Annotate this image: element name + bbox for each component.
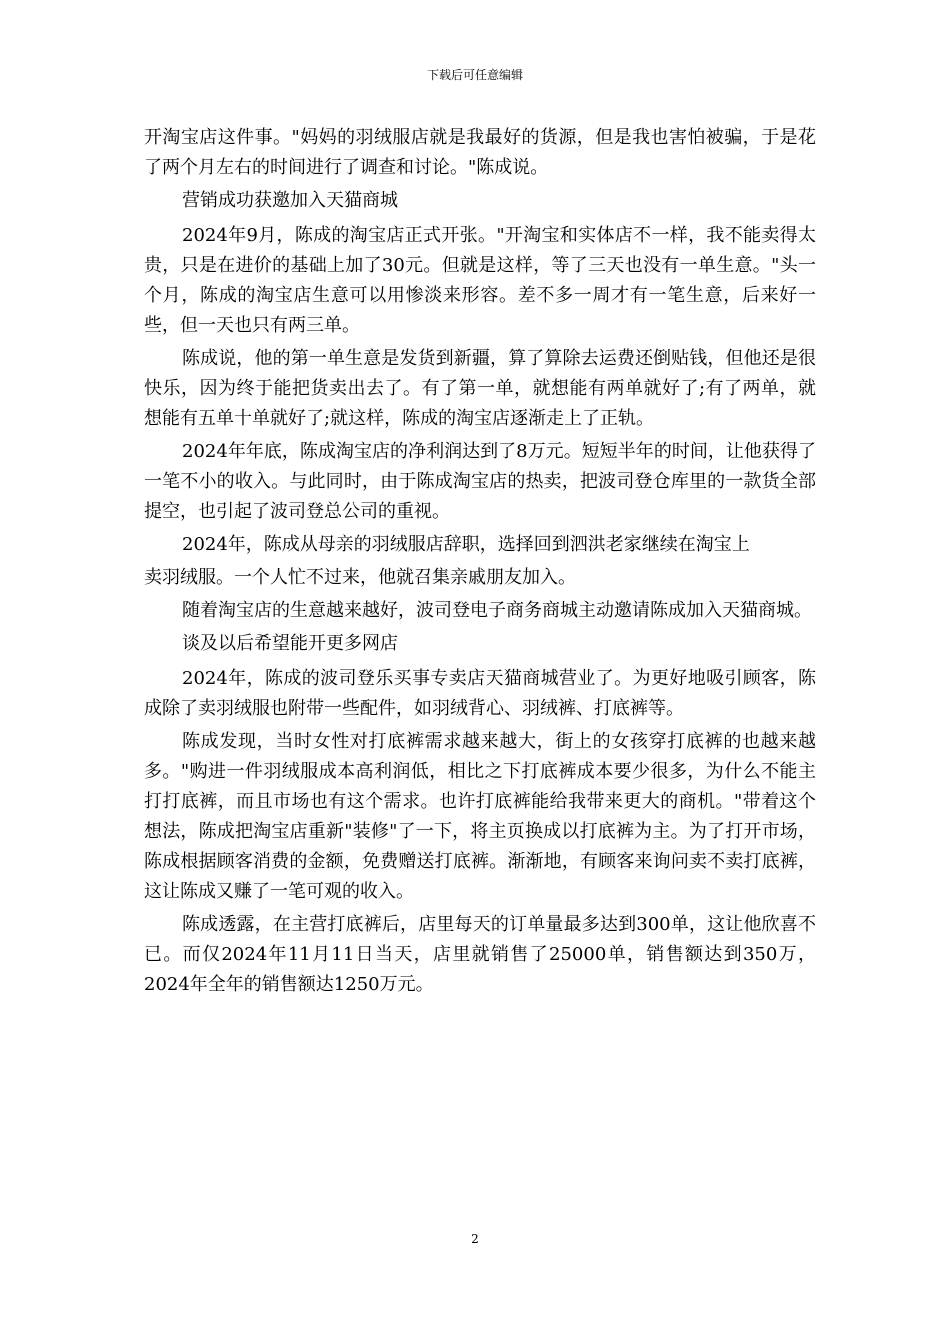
- paragraph: 陈成发现，当时女性对打底裤需求越来越大，街上的女孩穿打底裤的也越来越多。"购进一件羽绒服成本高利润低，相比之下打底裤成本要少很多，为什么不能主打打底裤，而且市场也有这个需求。也许打底裤能给我带来更大的商机。"带着这个想法，陈成把淘宝店重新"装修"了一下，将主页换成以打底裤为主。为了打开市场，陈成根据顾客消费的金额，免费赠送打底裤。渐渐地，有顾客来询问卖不卖打底裤，这让陈成又赚了一笔可观的收入。: [144, 731, 816, 902]
- paragraph: 随着淘宝店的生意越来越好，波司登电子商务商城主动邀请陈成加入天猫商城。: [182, 600, 812, 621]
- paragraph: 2024年9月，陈成的淘宝店正式开张。"开淘宝和实体店不一样，我不能卖得太贵，只是在进价的基础上加了30元。但就是这样，等了三天也没有一单生意。"头一个月，陈成的淘宝店生意可以用惨淡来形容。差不多一周才有一笔生意，后来好一些，但一天也只有两三单。: [144, 225, 816, 336]
- page-number: 2: [471, 1232, 479, 1246]
- section-heading: 谈及以后希望能开更多网店: [182, 633, 398, 654]
- page-header: 下载后可任意编辑: [426, 68, 523, 82]
- paragraph: 2024年，陈成从母亲的羽绒服店辞职，选择回到泗洪老家继续在淘宝上: [182, 534, 750, 555]
- paragraph: 开淘宝店这件事。"妈妈的羽绒服店就是我最好的货源，但是我也害怕被骗，于是花了两个月左右的时间进行了调查和讨论。"陈成说。: [144, 127, 816, 178]
- paragraph: 2024年，陈成的波司登乐买事专卖店天猫商城营业了。为更好地吸引顾客，陈成除了卖羽绒服也附带一些配件，如羽绒背心、羽绒裤、打底裤等。: [144, 668, 816, 719]
- paragraph: 2024年年底，陈成淘宝店的净利润达到了8万元。短短半年的时间，让他获得了一笔不小的收入。与此同时，由于陈成淘宝店的热卖，把波司登仓库里的一款货全部提空，也引起了波司登总公司的重视。: [144, 441, 816, 522]
- paragraph: 陈成说，他的第一单生意是发货到新疆，算了算除去运费还倒贴钱，但他还是很快乐，因为终于能把货卖出去了。有了第一单，就想能有两单就好了;有了两单，就想能有五单十单就好了;就这样，陈成的淘宝店逐渐走上了正轨。: [144, 348, 816, 429]
- document-body: [144, 123, 816, 1000]
- paragraph: 陈成透露，在主营打底裤后，店里每天的订单量最多达到300单，这让他欣喜不已。而仅2024年11月11日当天，店里就销售了25000单，销售额达到350万，2024年全年的销售额达1250万元。: [144, 914, 816, 995]
- paragraph: 卖羽绒服。一个人忙不过来，他就召集亲戚朋友加入。: [144, 567, 576, 588]
- section-heading: 营销成功获邀加入天猫商城: [182, 190, 398, 211]
